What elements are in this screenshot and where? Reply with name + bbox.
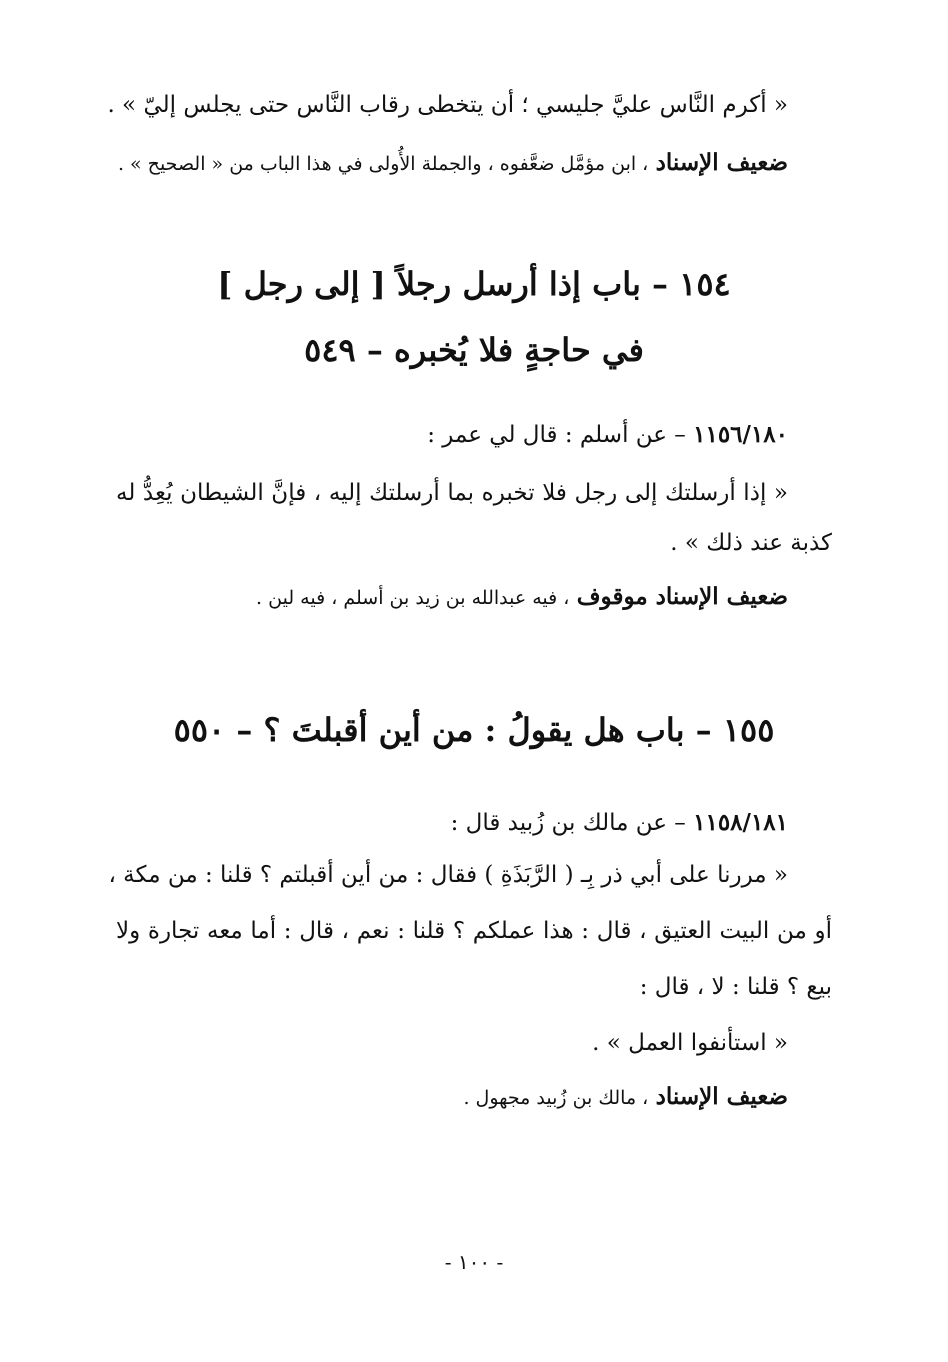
hadith-number: ١١٥٦/١٨٠ (693, 421, 788, 448)
hadith-180-text-line1: « إذا أرسلتك إلى رجل فلا تخبره بما أرسلتك إليه ، فإنَّ الشيطان يُعِدُّ له (116, 480, 788, 506)
hadith-180-text-line2: كذبة عند ذلك » . (670, 530, 832, 556)
section-154-heading-line2: في حاجةٍ فلا يُخبره – ٥٤٩ (304, 331, 644, 369)
hadith-180-grade (68, 580, 788, 615)
page-number: - ١٠٠ - (444, 1250, 504, 1274)
hadith-180-intro (68, 418, 788, 452)
hadith-number: ١١٥٨/١٨١ (693, 809, 788, 836)
section-155-heading: ١٥٥ – باب هل يقولُ : من أين أقبلتَ ؟ – ٥٥٠ (173, 711, 775, 749)
hadith-181-text-line4: « استأنفوا العمل » . (592, 1030, 788, 1056)
grade-note: ، ابن مؤمَّل ضعَّفوه ، والجملة الأُولى في هذا الباب من « الصحيح » . (117, 153, 649, 175)
hadith-intro: – عن مالك بن زُبيد قال : (450, 810, 686, 836)
grade-label: ضعيف الإسناد موقوف (576, 583, 788, 610)
grade-note: ، مالك بن زُبيد مجهول . (463, 1087, 649, 1109)
section-154-heading-line1: ١٥٤ – باب إذا أرسل رجلاً [ إلى رجل ] (217, 265, 731, 303)
hadith-181-text-line3: بيع ؟ قلنا : لا ، قال : (639, 974, 832, 1000)
hadith-181-text-line2: أو من البيت العتيق ، قال : هذا عملكم ؟ قلنا : نعم ، قال : أما معه تجارة ولا (116, 918, 832, 944)
quote-line: « أكرم النَّاس عليَّ جليسي ؛ أن يتخطى رقاب النَّاس حتى يجلس إليّ » . (107, 92, 788, 118)
grade-line (68, 146, 788, 181)
hadith-181-text-line1: « مررنا على أبي ذر بِـ ( الرَّبَذَةِ ) فقال : من أين أقبلتم ؟ قلنا : من مكة ، (108, 862, 788, 888)
hadith-intro: – عن أسلم : قال لي عمر : (427, 422, 686, 448)
hadith-181-grade (68, 1080, 788, 1115)
hadith-181-intro (68, 806, 788, 840)
grade-label: ضعيف الإسناد (655, 1083, 788, 1110)
grade-label: ضعيف الإسناد (655, 149, 788, 176)
grade-note: ، فيه عبدالله بن زيد بن أسلم ، فيه لين . (256, 587, 570, 609)
